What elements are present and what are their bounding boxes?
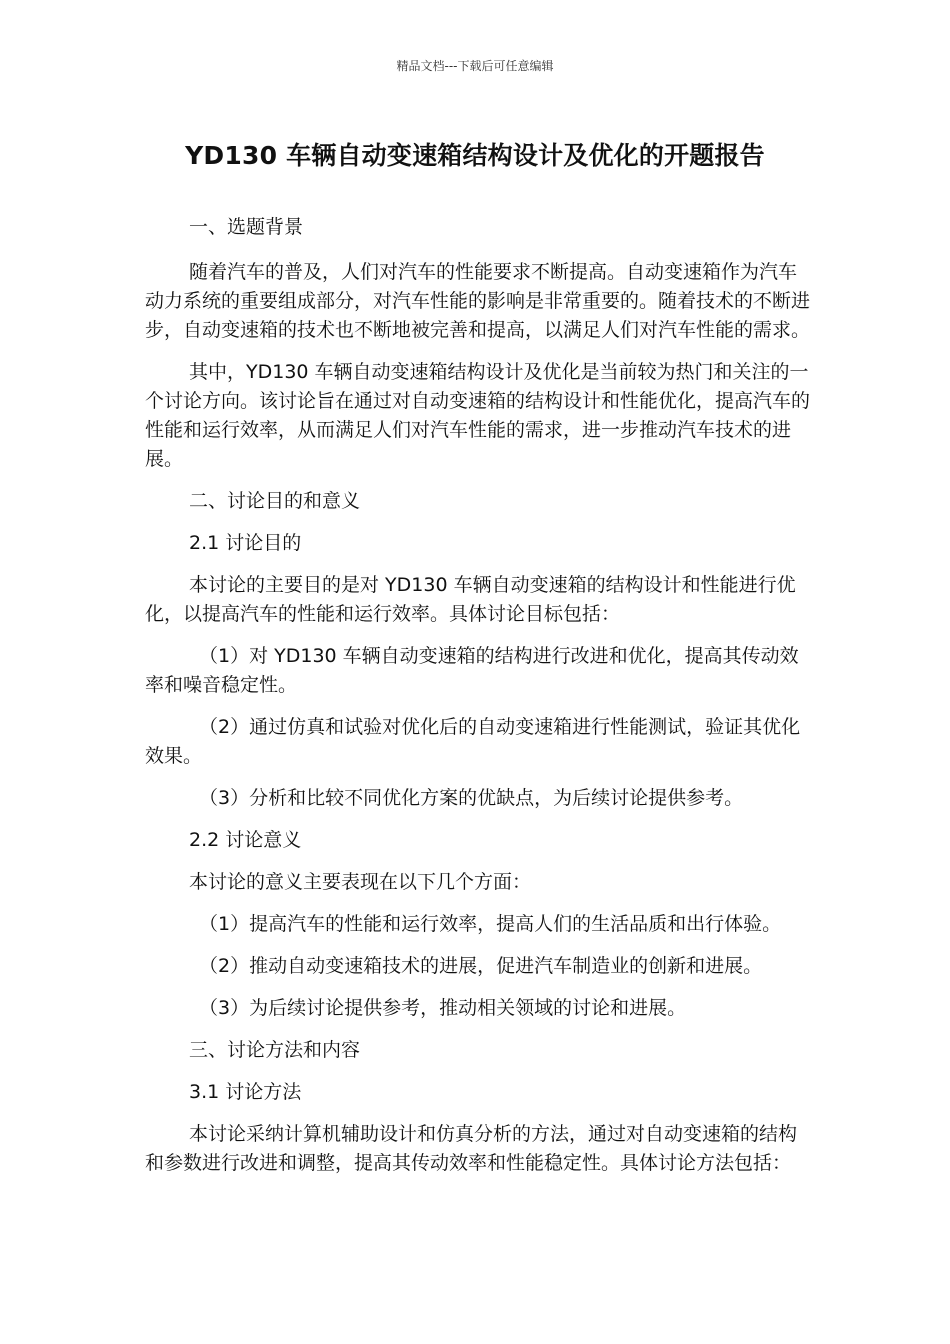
page-header: 精品文档---下载后可任意编辑 bbox=[396, 59, 554, 73]
subsection-heading-2-2: 2.2 讨论意义 bbox=[189, 829, 302, 851]
paragraph-background-2: 其中，YD130 车辆自动变速箱结构设计及优化是当前较为热门和关注的一个讨论方向。该讨论旨在通过对自动变速箱的结构设计和性能优化，提高汽车的性能和运行效率，从而满足人们对汽车性能的需求，进一步推动汽车技术的进展。 bbox=[145, 361, 811, 470]
list-item: （3）分析和比较不同优化方案的优缺点，为后续讨论提供参考。 bbox=[199, 787, 744, 809]
list-item: （3）为后续讨论提供参考，推动相关领域的讨论和进展。 bbox=[199, 997, 687, 1019]
document-title: YD130 车辆自动变速箱结构设计及优化的开题报告 bbox=[185, 141, 765, 170]
paragraph-purpose: 本讨论的主要目的是对 YD130 车辆自动变速箱的结构设计和性能进行优化，以提高汽车的性能和运行效率。具体讨论目标包括： bbox=[145, 574, 796, 625]
document-body bbox=[145, 213, 813, 1178]
section-heading-background: 一、选题背景 bbox=[189, 216, 304, 238]
list-item: （2）通过仿真和试验对优化后的自动变速箱进行性能测试，验证其优化效果。 bbox=[145, 716, 801, 767]
list-item: （1）提高汽车的性能和运行效率，提高人们的生活品质和出行体验。 bbox=[199, 913, 782, 935]
subsection-heading-3-1: 3.1 讨论方法 bbox=[189, 1081, 302, 1103]
subsection-heading-2-1: 2.1 讨论目的 bbox=[189, 532, 302, 554]
list-item: （1）对 YD130 车辆自动变速箱的结构进行改进和优化，提高其传动效率和噪音稳定性。 bbox=[145, 645, 799, 696]
section-heading-purpose: 二、讨论目的和意义 bbox=[189, 490, 361, 512]
paragraph-background-1: 随着汽车的普及，人们对汽车的性能要求不断提高。自动变速箱作为汽车动力系统的重要组成部分，对汽车性能的影响是非常重要的。随着技术的不断进步，自动变速箱的技术也不断地被完善和提高，以满足人们对汽车性能的需求。 bbox=[145, 261, 811, 341]
list-item: （2）推动自动变速箱技术的进展，促进汽车制造业的创新和进展。 bbox=[199, 955, 763, 977]
paragraph-methods: 本讨论采纳计算机辅助设计和仿真分析的方法，通过对自动变速箱的结构和参数进行改进和调整，提高其传动效率和性能稳定性。具体讨论方法包括： bbox=[145, 1123, 798, 1174]
section-heading-methods: 三、讨论方法和内容 bbox=[189, 1039, 361, 1061]
paragraph-significance: 本讨论的意义主要表现在以下几个方面： bbox=[189, 871, 532, 893]
